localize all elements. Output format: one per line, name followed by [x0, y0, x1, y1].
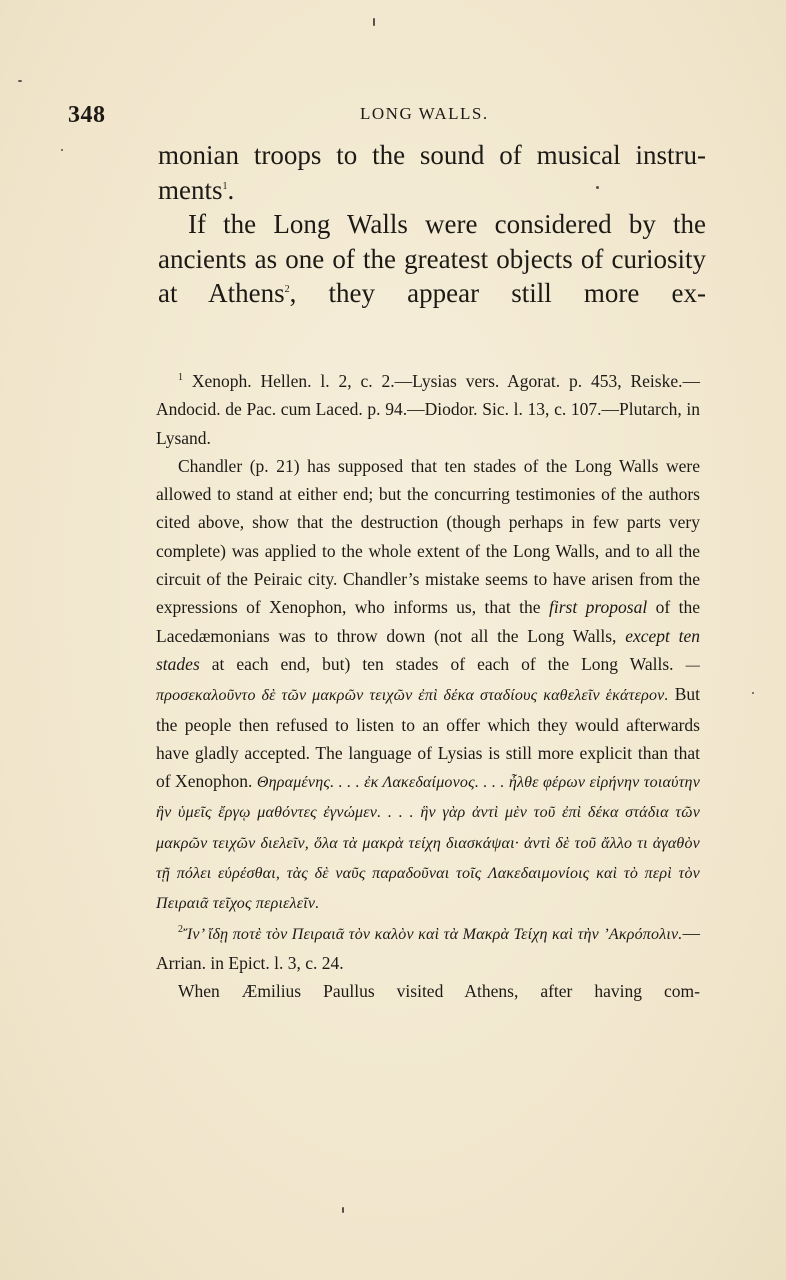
footnote-2 [156, 919, 700, 978]
greek-quotation: Ἴν’ ἴδῃ ποτὲ τὸν Πειραιᾶ τὸν καλὸν καὶ τὰ Μακρὰ Τείχη καὶ τὴν ’Ακρόπολιν. [183, 925, 683, 943]
paragraph-text: , they appear still more ex- [289, 278, 706, 308]
ink-speck [373, 18, 375, 26]
main-text [158, 138, 706, 311]
footnote-ref: 2 [284, 284, 290, 295]
footnote-marker: 2 [178, 923, 183, 935]
footnote-1-continued [156, 452, 700, 919]
ink-speck [18, 80, 22, 82]
paragraph-end: . [227, 174, 235, 205]
footnote-marker: 1 [178, 372, 183, 384]
page-number: 348 [68, 102, 106, 128]
paragraph-text: monian troops to the sound of musical instruments [158, 140, 706, 205]
ink-speck [61, 149, 63, 151]
footnote-text: But the people then refused to listen to an offer which they would afterwards have gladly accepted. The language of Lysias is still more explicit than that of Xenophon. [156, 684, 700, 792]
italic-phrase: except ten stades [156, 625, 700, 674]
greek-quotation: Θηραμένης. . . . ἐκ Λακεδαίμονος. . . . ἦλθε φέρων εἰρήνην τοιαύτην ἣν ὑμεῖς ἔργῳ μαθόντες ἐγνώμεν. . . . ἣν γὰρ ἀντὶ μὲν τοῦ ἐπὶ δέκα στάδια τῶν μακρῶν τειχῶν διελεῖν, ὅλα τὰ μακρὰ τείχη διασκάψαι· ἀντὶ δὲ τοῦ ἄλλο τι ἀγαθὸν τῇ πόλει εὑρέσθαι, τὰς δὲ ναῦς παραδοῦναι τοῖς Λακεδαιμονίοις καὶ τὸ περὶ τὸν Πειραιᾶ τεῖχος περιελεῖν. [156, 774, 700, 913]
footnote-text: Chandler (p. 21) has supposed that ten stades of the Long Walls were allowed to stand at either end; but the concurring testimonies of the authors cited above, show that the destruction (though perhaps in few parts very complete) was applied to the whole extent of the Long Walls, and to all the circuit of the Peiraic city. Chandler’s mistake seems to have arisen from the expressions of Xenophon, who informs us, that the [156, 455, 700, 618]
footnote-text: When Æmilius Paullus visited Athens, after having com- [178, 981, 700, 1002]
paragraph-continued [158, 138, 706, 207]
footnote-ref: 1 [222, 180, 228, 192]
running-title: LONG WALLS. [360, 104, 489, 123]
footnotes [156, 367, 700, 1006]
paragraph [158, 207, 706, 311]
paragraph-text: If the Long Walls were considered by the ancients as one of the greatest objects of curiosity at Athens [158, 209, 706, 308]
italic-phrase: first proposal [548, 597, 648, 618]
ink-speck [752, 692, 754, 694]
footnote-1 [156, 367, 700, 452]
footnote-text: of the Lacedæmonians was to throw down (not all the Long Walls, [156, 597, 700, 646]
footnote-text: at each end, but) ten stades of each of the Long Walls. [199, 653, 674, 674]
ink-speck [342, 1207, 344, 1213]
greek-quotation: —προσεκαλοῦντο δὲ τῶν μακρῶν τειχῶν ἐπὶ δέκα σταδίους καθελεῖν ἑκάτερον. [156, 656, 700, 705]
footnote-continuation [156, 977, 700, 1005]
page-header [0, 98, 786, 128]
footnote-text: —Arrian. in Epict. l. 3, c. 24. [156, 922, 700, 973]
footnote-text: Xenoph. Hellen. l. 2, c. 2.—Lysias vers. Agorat. p. 453, Reiske.—Andocid. de Pac. cum Laced. p. 94.—Diodor. Sic. l. 13, c. 107.—Plutarch, in Lysand. [156, 371, 700, 448]
